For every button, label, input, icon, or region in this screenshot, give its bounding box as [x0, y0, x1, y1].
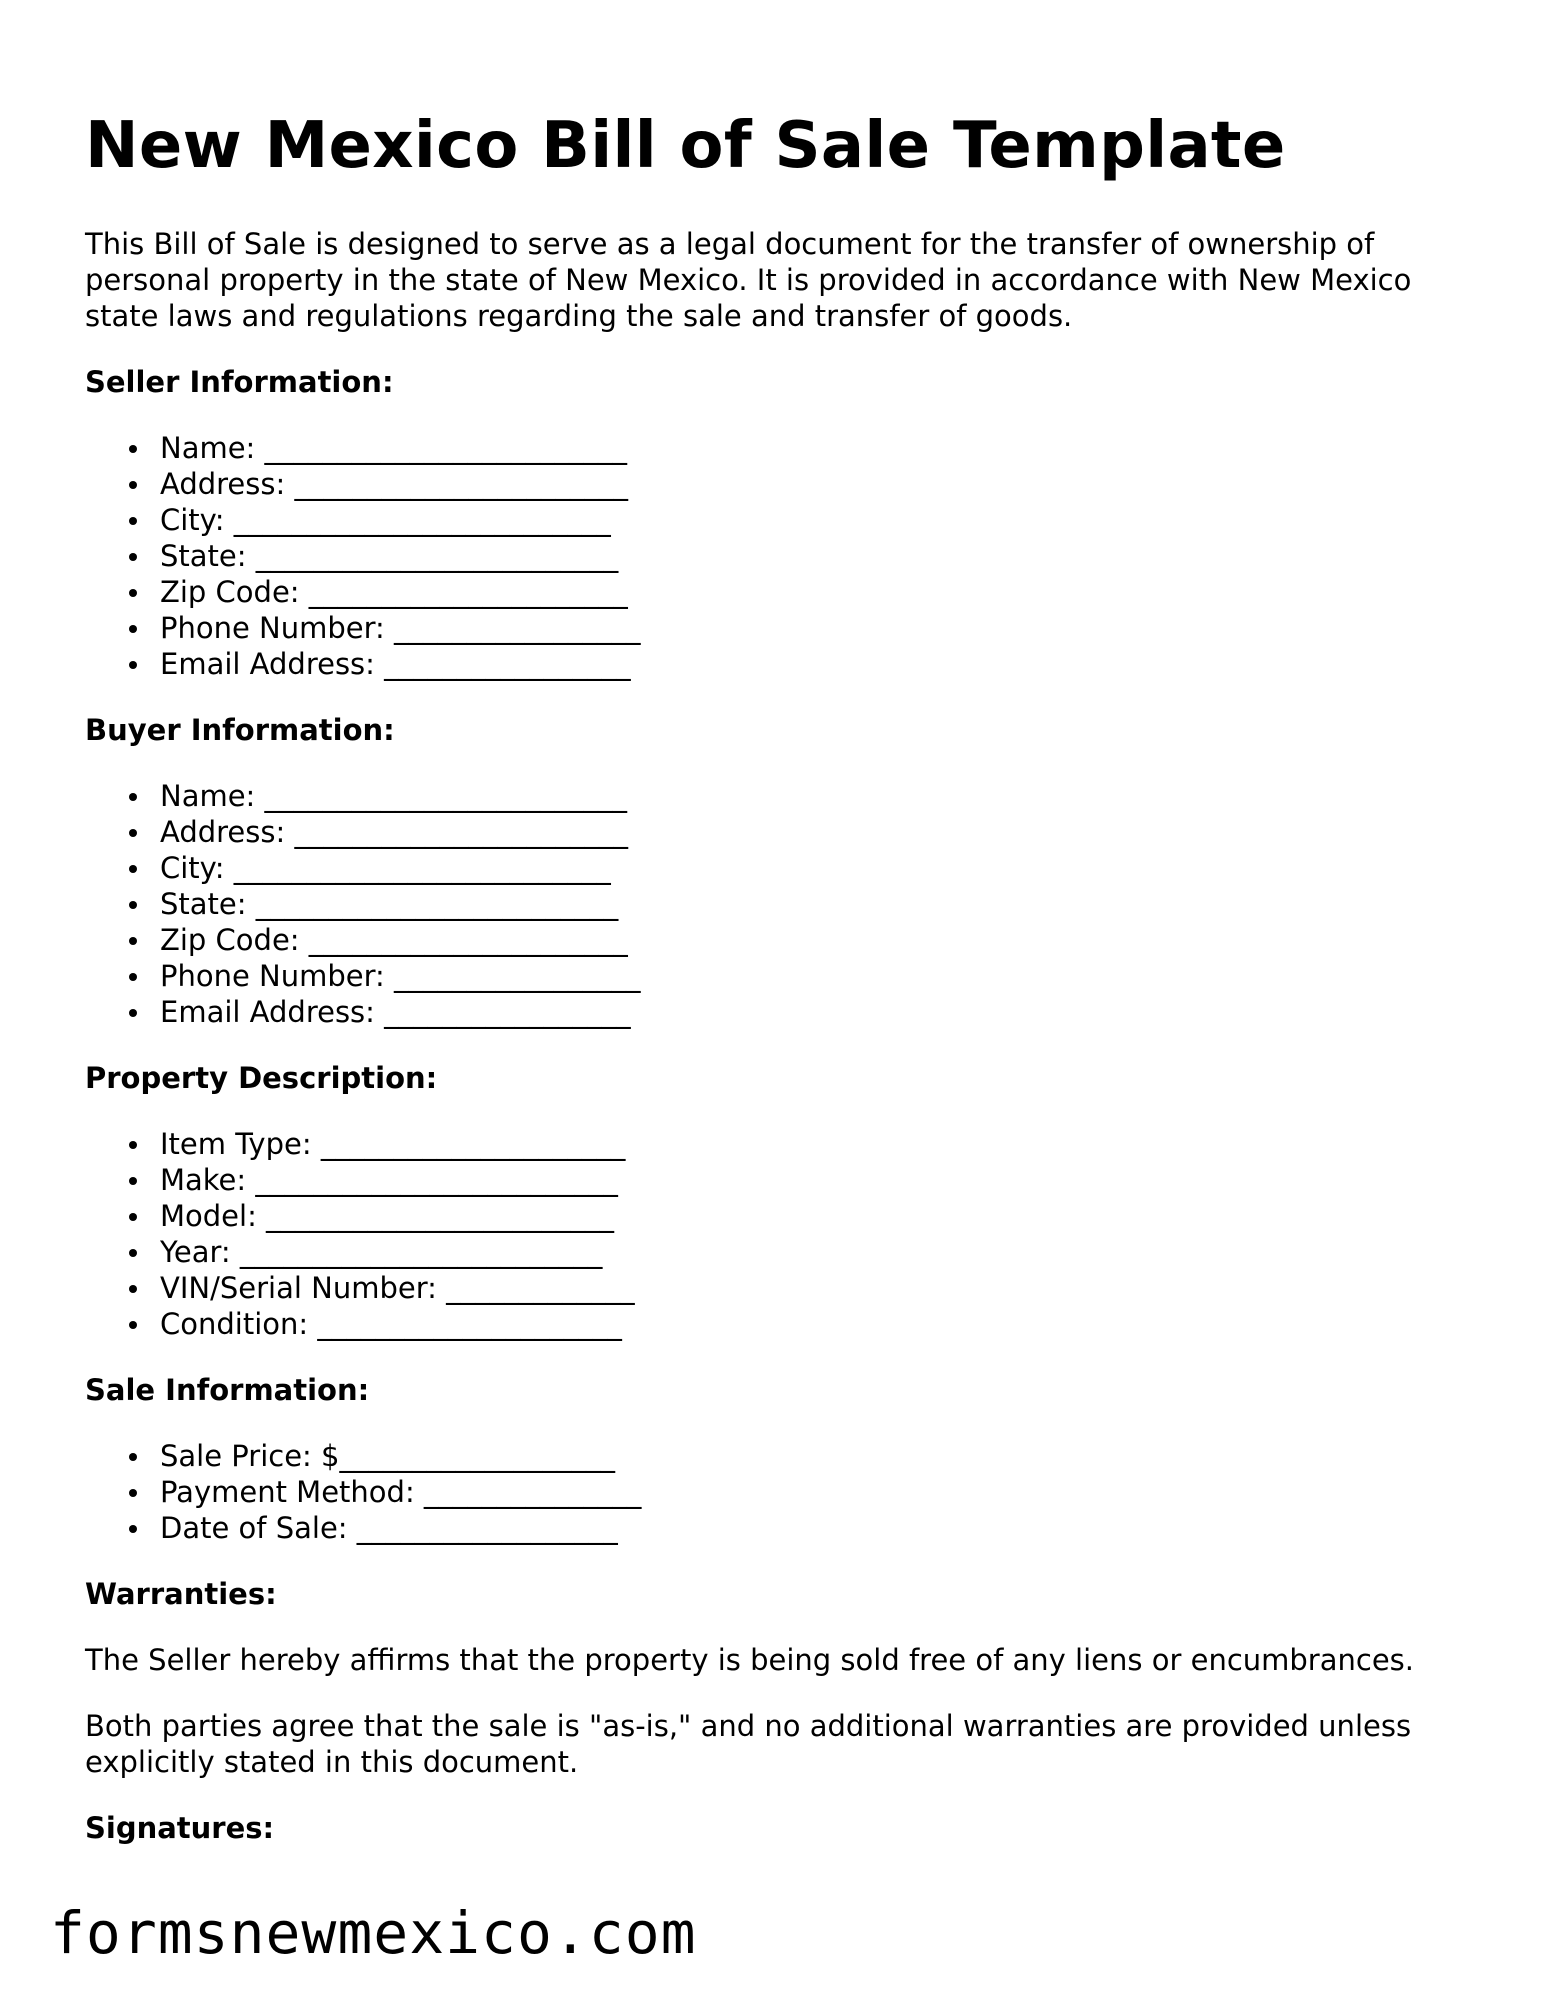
warranties-heading: Warranties: — [85, 1577, 277, 1611]
seller-address-field: Address: _______________________ — [160, 466, 1485, 502]
seller-heading: Seller Information: — [85, 365, 394, 399]
buyer-name-field: Name: _________________________ — [160, 778, 1485, 814]
property-list — [85, 1126, 1485, 1342]
property-model-field: Model: ________________________ — [160, 1198, 1485, 1234]
buyer-zip-field: Zip Code: ______________________ — [160, 922, 1485, 958]
sale-payment-method-field: Payment Method: _______________ — [160, 1474, 1485, 1510]
seller-name-field: Name: _________________________ — [160, 430, 1485, 466]
document-page — [85, 108, 1485, 1846]
buyer-phone-field: Phone Number: _________________ — [160, 958, 1485, 994]
buyer-address-field: Address: _______________________ — [160, 814, 1485, 850]
sale-price-field: Sale Price: $___________________ — [160, 1438, 1485, 1474]
property-vin-field: VIN/Serial Number: _____________ — [160, 1270, 1485, 1306]
seller-email-field: Email Address: _________________ — [160, 646, 1485, 682]
property-item-type-field: Item Type: _____________________ — [160, 1126, 1485, 1162]
seller-phone-field: Phone Number: _________________ — [160, 610, 1485, 646]
seller-state-field: State: _________________________ — [160, 538, 1485, 574]
sale-date-field: Date of Sale: __________________ — [160, 1510, 1485, 1546]
warranties-paragraph-2: Both parties agree that the sale is "as-is," and no additional warranties are provided unless explicitly stated in this document. — [85, 1709, 1412, 1779]
document-title: New Mexico Bill of Sale Template — [85, 109, 1286, 183]
seller-city-field: City: __________________________ — [160, 502, 1485, 538]
sale-list — [85, 1438, 1485, 1546]
property-heading: Property Description: — [85, 1061, 438, 1095]
buyer-city-field: City: __________________________ — [160, 850, 1485, 886]
seller-zip-field: Zip Code: ______________________ — [160, 574, 1485, 610]
buyer-list — [85, 778, 1485, 1030]
signatures-heading: Signatures: — [85, 1811, 275, 1845]
seller-list — [85, 430, 1485, 682]
buyer-state-field: State: _________________________ — [160, 886, 1485, 922]
buyer-heading: Buyer Information: — [85, 713, 395, 747]
intro-paragraph: This Bill of Sale is designed to serve as a legal document for the transfer of ownership of personal property in the state of New Mexico. It is provided in accordance with New Mexico state laws and regulations regarding the sale and transfer of goods. — [85, 227, 1412, 333]
property-year-field: Year: _________________________ — [160, 1234, 1485, 1270]
warranties-paragraph-1: The Seller hereby affirms that the property is being sold free of any liens or encumbrances. — [85, 1643, 1414, 1677]
watermark-text: formsnewmexico.com — [50, 1899, 697, 1967]
sale-heading: Sale Information: — [85, 1373, 370, 1407]
property-make-field: Make: _________________________ — [160, 1162, 1485, 1198]
property-condition-field: Condition: _____________________ — [160, 1306, 1485, 1342]
buyer-email-field: Email Address: _________________ — [160, 994, 1485, 1030]
